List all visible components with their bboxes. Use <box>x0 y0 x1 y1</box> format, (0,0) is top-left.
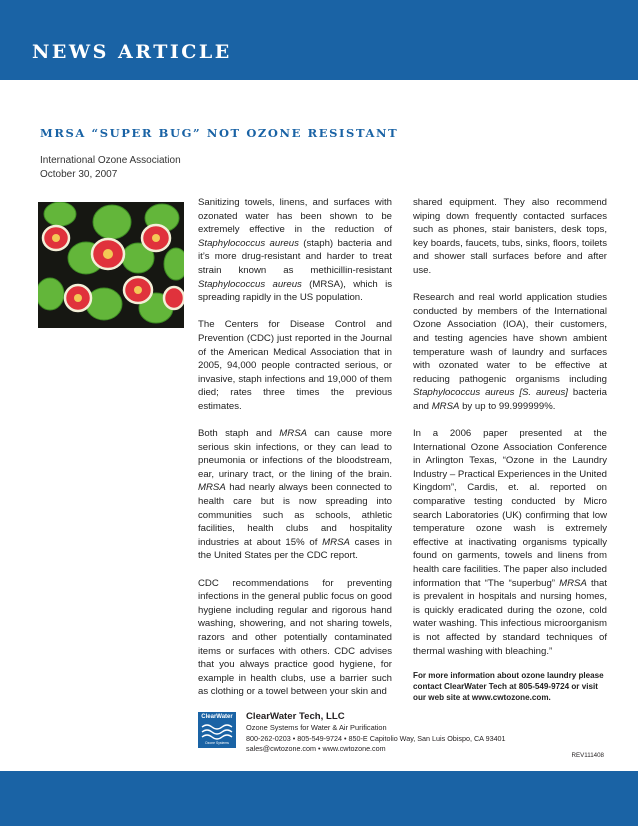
article-date: October 30, 2007 <box>40 169 118 180</box>
paragraph: Both staph and MRSA can cause more serious skin infections, or they can lead to pneumonia or infections of the bloodstream, ear, urinary tract, or the lining of the brain. MRSA had nearly always been connected to health care but is now spreading into communities such as schools, athletic facilities, health clubs and hospitality industries at about 15% of MRSA cases in the United States per the CDC report. <box>198 428 392 562</box>
paragraph: The Centers for Disease Control and Prevention (CDC) just reported in the Journal of the American Medical Association that in 2005, 94,000 people contracted serious, or invasive, staph infections and 19,000 of them died; rates three times the previous estimates. <box>198 319 392 412</box>
footer-band <box>0 771 638 826</box>
paragraph: CDC recommendations for preventing infections in the general public focus on good hygiene including regular and rigorous hand washing, showering, and not sharing towels, razors and other potentially contaminated items or surfaces with others. CDC advises that you always practice good hygiene, for example in health clubs, use a barrier such as clothing or a towel between your skin and <box>198 577 392 698</box>
article-column-2 <box>413 196 607 717</box>
paragraph: Sanitizing towels, linens, and surfaces with ozonated water has been shown to be extremely effective in the reduction of Staphylococcus aureus (staph) bacteria and it’s more drug-resistant and harder to treat strain known as methicillin-resistant Staphylococcus aureus (MRSA), which is spreading rapidly in the US population. <box>198 197 392 304</box>
article-title: MRSA “SUPER BUG” NOT OZONE RESISTANT <box>40 126 399 140</box>
page-title: NEWS ARTICLE <box>32 41 232 63</box>
bacteria-image <box>38 202 184 328</box>
clearwater-logo-icon <box>198 712 236 748</box>
byline <box>40 154 181 182</box>
article-source: International Ozone Association <box>40 155 181 166</box>
paragraph: In a 2006 paper presented at the International Ozone Association Conference in Arlington Texas, “Ozone in the Laundry Industry – Practical Experiences in the United Kingdom”, Cardis, et. al. reported on comparative testing conducted by Micro search Laboratories (UK) confirming that low temperature ozone wash is extremely effective at inactivating organisms typically found on garments, towels and linens from health care facilities. The paper also included information that “The “superbug” MRSA that is prevalent in hospitals and nursing homes, is quickly eradicated during the ozone, cold water washing. This infectious microorganism is not affected by standard techniques of thermal washing with bleaching.” <box>413 428 607 657</box>
revision-code: REV111408 <box>571 752 604 759</box>
logo-text: ClearWater <box>201 714 233 720</box>
mrsa-bacteria-icon <box>38 202 184 328</box>
company-tagline: Ozone Systems for Water & Air Purification <box>246 723 387 732</box>
article-column-1 <box>198 196 392 713</box>
paragraph: Research and real world application studies conducted by members of the International Ozone Association (IOA), their customers, and testing agencies have shown ambient temperature wash of laundry and surfaces with ozonated water to be effective at reducing pathogenic organisms including Staphylococcus aureus [S. aureus] bacteria and MRSA by up to 99.999999%. <box>413 292 607 412</box>
header-band <box>0 0 638 80</box>
company-address: 800-262-0203 • 805-549-9724 • 850-E Capitolio Way, San Luis Obispo, CA 93401 <box>246 734 506 743</box>
logo-subtext: Ozone Systems <box>205 741 229 745</box>
company-name: ClearWater Tech, LLC <box>246 711 345 722</box>
paragraph: shared equipment. They also recommend wiping down frequently contacted surfaces such as phones, stair banisters, desk tops, key boards, faucets, tubs, sinks, floors, toilets and shower stall surfaces before and after use. <box>413 197 607 276</box>
company-contact: sales@cwtozone.com • www.cwtozone.com <box>246 744 386 753</box>
contact-note: For more information about ozone laundry please contact ClearWater Tech at 805-549-9724 or visit our web site at www.cwtozone.com. <box>413 670 604 703</box>
